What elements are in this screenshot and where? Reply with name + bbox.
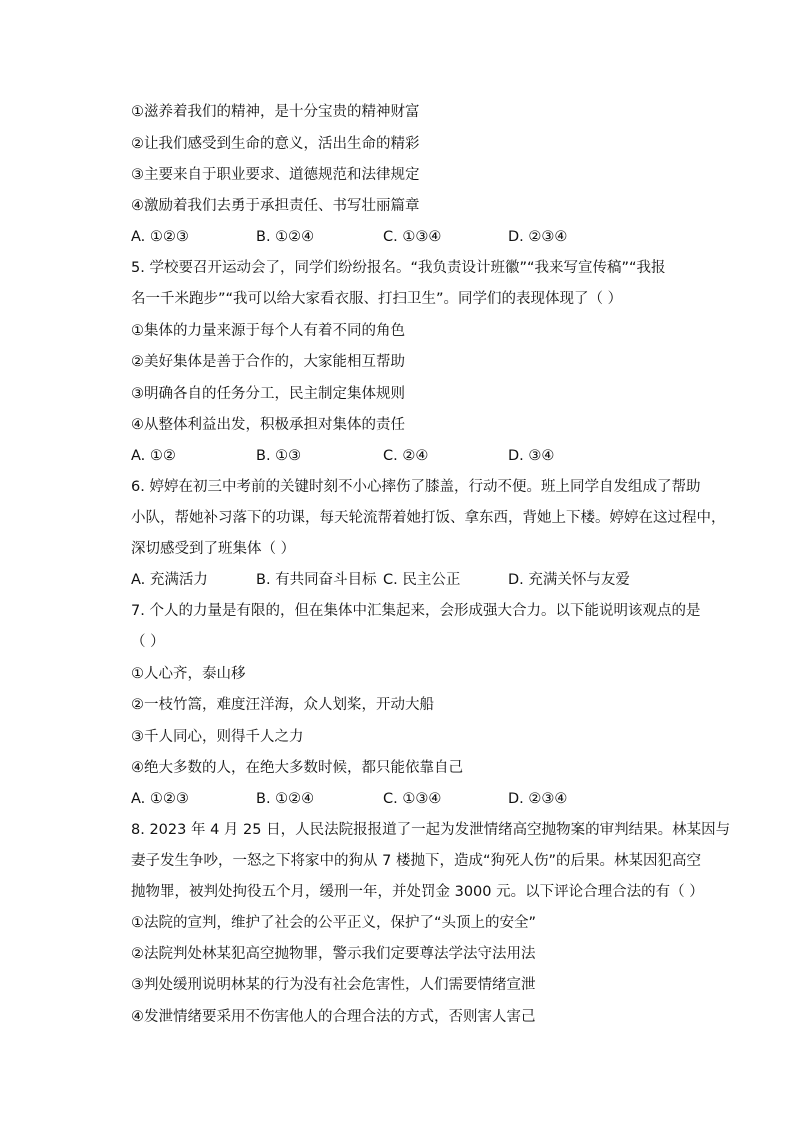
q6-option-b: B. 有共同奋斗目标 — [256, 572, 377, 588]
q4-option-d: D. ②③④ — [508, 229, 568, 245]
q5-item-1: ①集体的力量来源于每个人有着不同的角色 — [131, 323, 405, 339]
q8-item-1: ①法院的宣判，维护了社会的公平正义，保护了“头顶上的安全” — [131, 915, 537, 931]
q5-stem-line-1: 5. 学校要召开运动会了，同学们纷纷报名。“我负责设计班徽”“我来写宣传稿”“我报 — [131, 260, 666, 276]
q4-item-1: ①滋养着我们的精神，是十分宝贵的精神财富 — [131, 104, 420, 120]
q8-item-3: ③判处缓刑说明林某的行为没有社会危害性，人们需要情绪宣泄 — [131, 977, 536, 993]
q7-item-4: ④绝大多数的人，在绝大多数时候，都只能依靠自己 — [131, 760, 463, 776]
q4-option-c: C. ①③④ — [383, 229, 442, 245]
q4-item-3: ③主要来自于职业要求、道德规范和法律规定 — [131, 167, 420, 183]
q4-item-2: ②让我们感受到生命的意义，活出生命的精彩 — [131, 136, 420, 152]
q5-option-c: C. ②④ — [383, 448, 429, 464]
q6-stem-line-3: 深切感受到了班集体（ ） — [131, 541, 296, 557]
q6-stem-line-2: 小队，帮她补习落下的功课，每天轮流帮着她打饭、拿东西，背她上下楼。婷婷在这过程中， — [131, 510, 726, 526]
q6-option-a: A. 充满活力 — [131, 572, 208, 588]
q4-item-4: ④激励着我们去勇于承担责任、书写壮丽篇章 — [131, 198, 420, 214]
q6-options — [131, 570, 691, 590]
q6-option-d: D. 充满关怀与友爱 — [508, 572, 630, 588]
q4-option-b: B. ①②④ — [256, 229, 315, 245]
q5-item-4: ④从整体利益出发，积极承担对集体的责任 — [131, 417, 405, 433]
q5-option-b: B. ①③ — [256, 448, 302, 464]
q8-stem-line-2: 妻子发生争吵，一怒之下将家中的狗从 7 楼抛下，造成“狗死人伤”的后果。林某因犯高空 — [131, 853, 701, 869]
q4-option-a: A. ①②③ — [131, 229, 189, 245]
q8-stem-line-3: 抛物罪，被判处拘役五个月，缓刑一年，并处罚金 3000 元。以下评论合理合法的有（ ） — [131, 884, 704, 900]
q7-stem-line-1: 7. 个人的力量是有限的，但在集体中汇集起来，会形成强大合力。以下能说明该观点的是 — [131, 603, 701, 619]
q7-item-2: ②一枝竹篙，难度汪洋海，众人划桨，开动大船 — [131, 697, 434, 713]
q6-stem-line-1: 6. 婷婷在初三中考前的关键时刻不小心摔伤了膝盖，行动不便。班上同学自发组成了帮助 — [131, 479, 701, 495]
q5-item-3: ③明确各自的任务分工，民主制定集体规则 — [131, 386, 405, 402]
q5-item-2: ②美好集体是善于合作的，大家能相互帮助 — [131, 354, 405, 370]
q5-option-a: A. ①② — [131, 448, 176, 464]
q5-stem-line-2: 名一千米跑步”“我可以给大家看衣服、打扫卫生”。同学们的表现体现了（ ） — [131, 291, 623, 307]
q7-item-3: ③千人同心，则得千人之力 — [131, 729, 304, 745]
q7-option-c: C. ①③④ — [383, 791, 442, 807]
q7-options — [131, 789, 691, 809]
q7-stem-line-2: （ ） — [131, 634, 165, 650]
q8-item-2: ②法院判处林某犯高空抛物罪，警示我们定要尊法学法守法用法 — [131, 946, 536, 962]
q8-item-4: ④发泄情绪要采用不伤害他人的合理合法的方式，否则害人害己 — [131, 1009, 536, 1025]
q5-option-d: D. ③④ — [508, 448, 555, 464]
q4-options — [131, 227, 691, 247]
q7-option-a: A. ①②③ — [131, 791, 189, 807]
q7-item-1: ①人心齐，泰山移 — [131, 666, 246, 682]
q5-options — [131, 446, 691, 466]
q6-option-c: C. 民主公正 — [383, 572, 461, 588]
q7-option-d: D. ②③④ — [508, 791, 568, 807]
q8-stem-line-1: 8. 2023 年 4 月 25 日，人民法院报报道了一起为发泄情绪高空抛物案的审判结果。林某因与 — [131, 822, 731, 838]
q7-option-b: B. ①②④ — [256, 791, 315, 807]
